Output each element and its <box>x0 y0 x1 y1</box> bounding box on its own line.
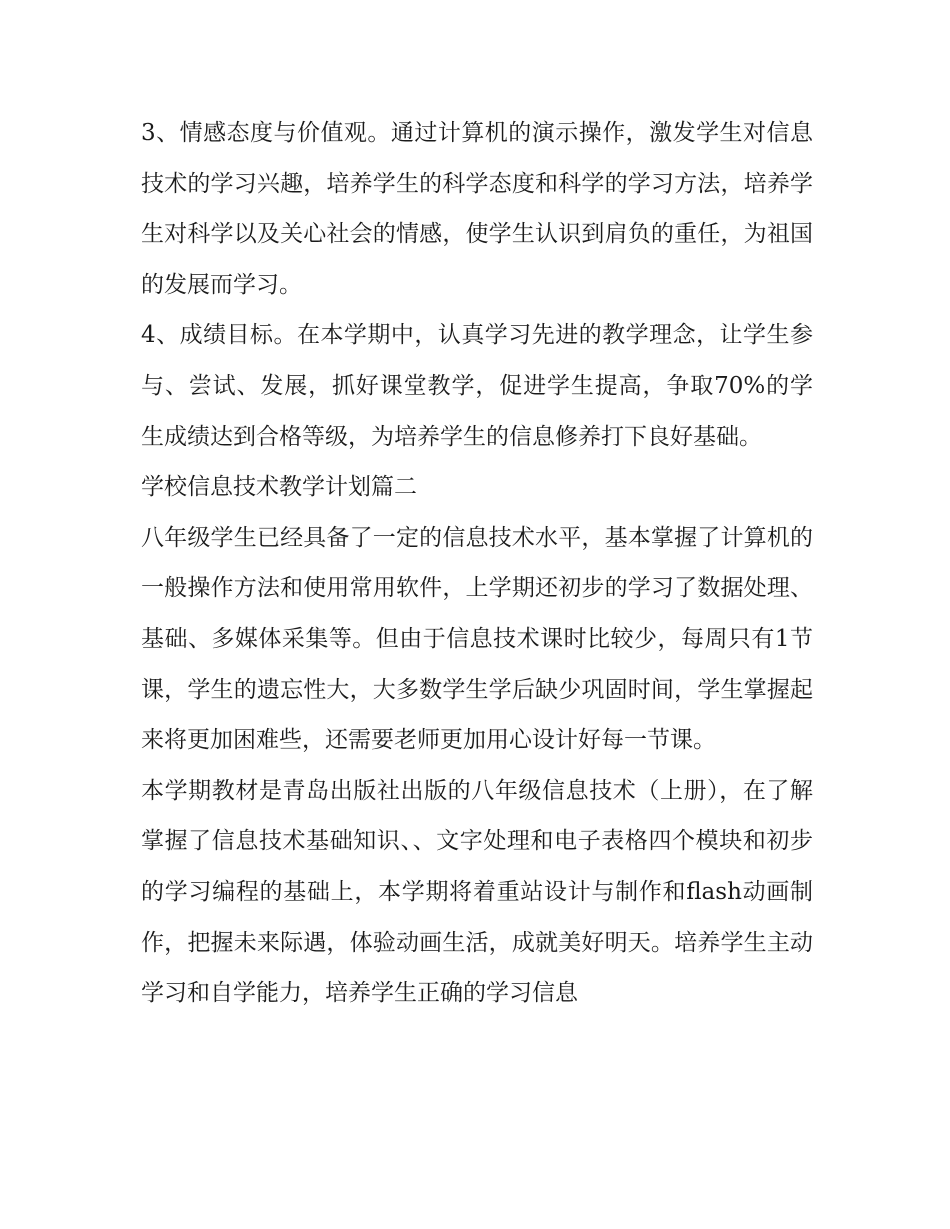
paragraph-textbook-analysis: 本学期教材是青岛出版社出版的八年级信息技术（上册），在了解掌握了信息技术基础知识、、文字处理和电子表格四个模块和初步的学习编程的基础上，本学期将着重站设计与制作和flash动画制作，把握未来际遇，体验动画生活，成就美好明天。培养学生主动学习和自学能力，培养学生正确的学习信息 <box>141 777 813 1007</box>
paragraph-student-analysis: 八年级学生已经具备了一定的信息技术水平，基本掌握了计算机的一般操作方法和使用常用软件，上学期还初步的学习了数据处理、基础、多媒体采集等。但由于信息技术课时比较少，每周只有1节课，学生的遗忘性大，大多数学生学后缺少巩固时间，学生掌握起来将更加困难些，还需要老师更加用心设计好每一节课。 <box>141 524 813 754</box>
paragraph-score-target: 4、成绩目标。在本学期中，认真学习先进的教学理念，让学生参与、尝试、发展，抓好课堂教学，促进学生提高，争取70%的学生成绩达到合格等级，为培养学生的信息修养打下良好基础。 <box>141 322 813 450</box>
section-heading: 学校信息技术教学计划篇二 <box>141 474 417 501</box>
paragraph-emotional-values: 3、情感态度与价值观。通过计算机的演示操作，激发学生对信息技术的学习兴趣，培养学生的科学态度和科学的学习方法，培养学生对科学以及关心社会的情感，使学生认识到肩负的重任，为祖国的发展而学习。 <box>141 120 813 298</box>
document-body <box>141 108 813 1019</box>
